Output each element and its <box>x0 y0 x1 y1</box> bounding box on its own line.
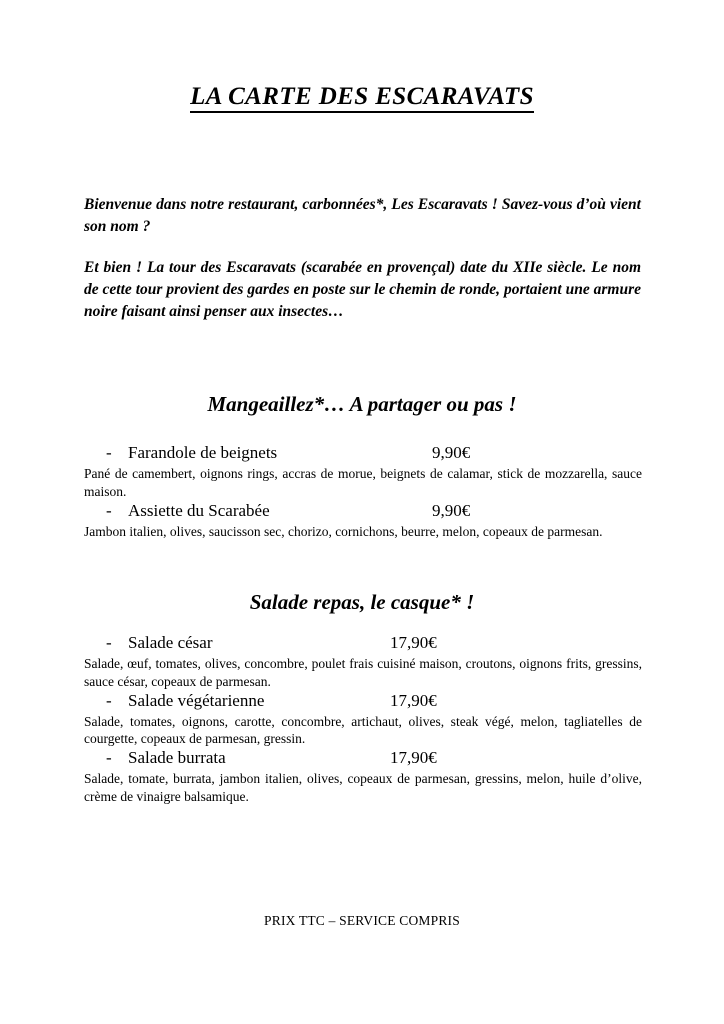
bullet-dash: - <box>106 633 112 652</box>
menu-item-description: Salade, tomates, oignons, carotte, concombre, artichaut, olives, steak végé, melon, tagliatelles de courgette, copeaux de parmesan, gressin. <box>84 713 642 747</box>
menu-item <box>84 443 644 501</box>
section-heading-mangeaillez: Mangeaillez*… A partager ou pas ! <box>207 392 517 416</box>
menu-item-name: Assiette du Scarabée <box>128 500 270 520</box>
bullet-dash: - <box>106 443 112 462</box>
footer-note: PRIX TTC – SERVICE COMPRIS <box>264 913 460 928</box>
menu-item-row <box>84 443 644 465</box>
menu-item-description: Salade, œuf, tomates, olives, concombre, poulet frais cuisiné maison, croutons, oignons frits, gressins, sauce césar, copeaux de parmesan. <box>84 656 642 689</box>
menu-item-price: 9,90€ <box>432 500 471 520</box>
menu-item-description: Salade, tomate, burrata, jambon italien, olives, copeaux de parmesan, gressins, melon, huile d’olive, crème de vinaigre balsamique. <box>84 771 642 805</box>
menu-item-description: Pané de camembert, oignons rings, accras de morue, beignets de calamar, stick de mozzarella, sauce maison. <box>84 466 642 499</box>
menu-item-price: 17,90€ <box>390 748 437 768</box>
menu-item <box>84 691 644 749</box>
page-title-text: LA CARTE DES ESCARAVATS <box>190 83 534 113</box>
intro-paragraph-2: Et bien ! La tour des Escaravats (scarabée en provençal) date du XIIe siècle. Le nom de cette tour provient des gardes en poste sur le chemin de ronde, portaient une armure noire faisant ainsi penser aux insectes… <box>84 258 641 320</box>
section-heading-salades: Salade repas, le casque* ! <box>249 590 475 614</box>
intro-paragraph-1: Bienvenue dans notre restaurant, carbonnées*, Les Escaravats ! Savez-vous d’où vient son nom ? <box>84 195 641 235</box>
menu-item-row <box>84 748 644 770</box>
menu-item-name: Farandole de beignets <box>128 443 278 462</box>
menu-item-name: Salade burrata <box>128 748 226 768</box>
menu-section-mangeaillez <box>84 443 644 540</box>
menu-item-price: 17,90€ <box>390 690 437 710</box>
menu-item <box>84 633 644 691</box>
bullet-dash: - <box>106 690 112 710</box>
menu-item-price: 9,90€ <box>432 443 471 462</box>
menu-item <box>84 748 644 806</box>
menu-item-name: Salade végétarienne <box>128 690 265 710</box>
menu-item <box>84 501 644 541</box>
menu-item-description: Jambon italien, olives, saucisson sec, chorizo, cornichons, beurre, melon, copeaux de parmesan. <box>84 523 603 539</box>
menu-item-price: 17,90€ <box>390 633 437 652</box>
bullet-dash: - <box>106 748 112 768</box>
menu-section-salades <box>84 633 644 806</box>
menu-item-row <box>84 501 644 523</box>
page-title <box>0 83 724 111</box>
menu-item-row <box>84 691 644 713</box>
menu-item-row <box>84 633 644 655</box>
menu-item-name: Salade césar <box>128 633 213 652</box>
bullet-dash: - <box>106 500 112 520</box>
